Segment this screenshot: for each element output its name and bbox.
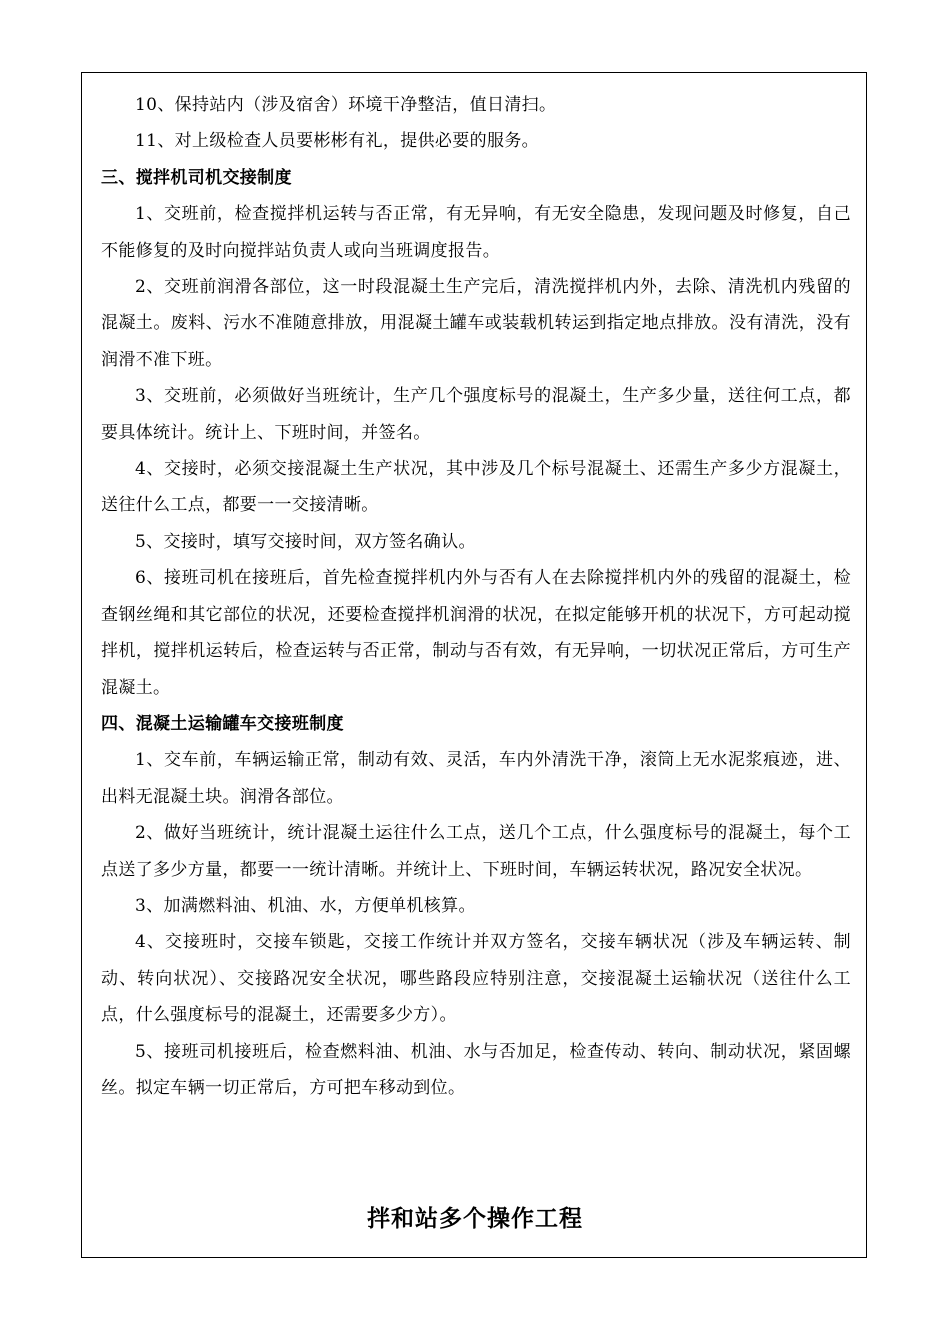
truck-handover-item-3: 3、加满燃料油、机油、水，方便单机核算。 (135, 895, 476, 916)
mixer-handover-item-2: 2、交班前润滑各部位，这一时段混凝土生产完后，清洗搅拌机内外，去除、清洗机内残留的混凝土。废料、污水不准随意排放，用混凝土罐车或装载机转运到指定地点排放。没有清洗，没有润滑不准下班。 (101, 277, 851, 370)
truck-handover-item-4: 4、交接班时，交接车锁匙，交接工作统计并双方签名，交接车辆状况（涉及车辆运转、制动、转向状况）、交接路况安全状况，哪些路段应特别注意，交接混凝土运输状况（送往什么工点，什么强度标号的混凝土，还需要多少方）。 (101, 932, 851, 1026)
document-body (101, 87, 851, 1106)
truck-handover-item-1: 1、交车前，车辆运输正常，制动有效、灵活，车内外清洗干净，滚筒上无水泥浆痕迹，进、出料无混凝土块。润滑各部位。 (101, 750, 851, 807)
truck-handover-item-2: 2、做好当班统计，统计混凝土运往什么工点，送几个工点，什么强度标号的混凝土，每个工点送了多少方量，都要一一统计清晰。并统计上、下班时间，车辆运转状况，路况安全状况。 (101, 823, 851, 880)
section-heading-mixer-driver-handover: 三、搅拌机司机交接制度 (101, 167, 292, 188)
mixer-handover-item-4: 4、交接时，必须交接混凝土生产状况，其中涉及几个标号混凝土、还需生产多少方混凝土，送往什么工点，都要一一交接清晰。 (101, 459, 851, 516)
document-title: 拌和站多个操作工程 (367, 1206, 583, 1232)
section-heading-truck-handover: 四、混凝土运输罐车交接班制度 (101, 713, 344, 734)
mixer-handover-item-6: 6、接班司机在接班后，首先检查搅拌机内外与否有人在去除搅拌机内外的残留的混凝土，检查钢丝绳和其它部位的状况，还要检查搅拌机润滑的状况，在拟定能够开机的状况下，方可起动搅拌机，搅拌机运转后，检查运转与否正常，制动与否有效，有无异响，一切状况正常后，方可生产混凝土。 (101, 568, 851, 698)
mixer-handover-item-3: 3、交班前，必须做好当班统计，生产几个强度标号的混凝土，生产多少量，送往何工点，都要具体统计。统计上、下班时间，并签名。 (101, 386, 851, 443)
mixer-handover-item-5: 5、交接时，填写交接时间，双方签名确认。 (135, 531, 476, 552)
mixer-handover-item-1: 1、交班前，检查搅拌机运转与否正常，有无异响，有无安全隐患，发现问题及时修复，自己不能修复的及时向搅拌站负责人或向当班调度报告。 (101, 204, 851, 261)
truck-handover-item-5: 5、接班司机接班后，检查燃料油、机油、水与否加足，检查传动、转向、制动状况，紧固螺丝。拟定车辆一切正常后，方可把车移动到位。 (101, 1041, 851, 1098)
paragraph-item-11: 11、对上级检查人员要彬彬有礼，提供必要的服务。 (135, 131, 540, 152)
paragraph-item-10: 10、保持站内（涉及宿舍）环境干净整洁，值日清扫。 (135, 95, 557, 115)
